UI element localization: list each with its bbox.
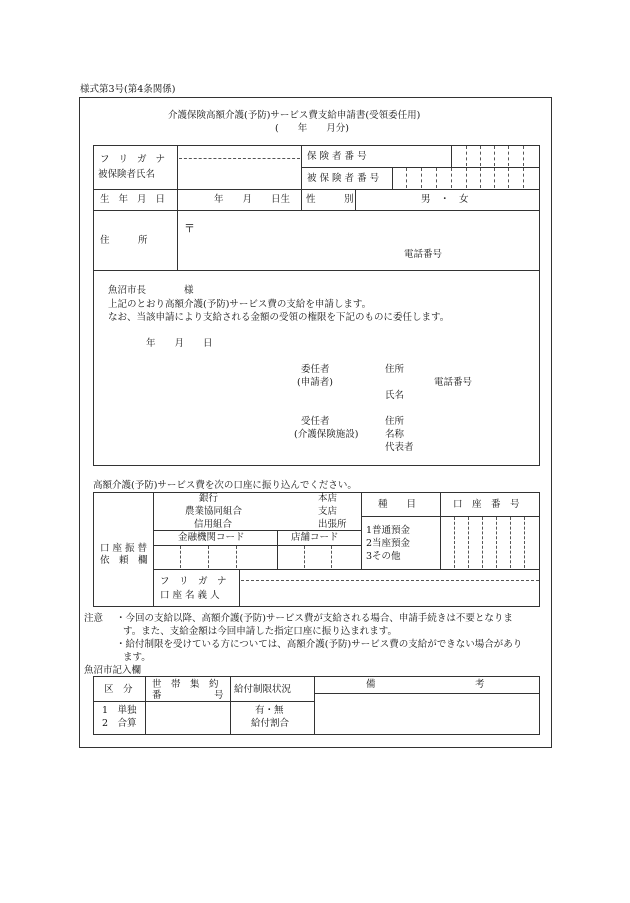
bank-label-2: 依 頼 欄 bbox=[100, 555, 148, 566]
col-remarks-a: 備 bbox=[366, 679, 376, 690]
birth-label: 生 年 月 日 bbox=[100, 194, 169, 205]
sex-value: 男 ・ 女 bbox=[421, 194, 469, 205]
bank-type-1: 銀行 bbox=[199, 493, 219, 504]
delegate-label: 受任者 bbox=[301, 416, 330, 427]
postal-mark: 〒 bbox=[184, 222, 195, 235]
branch-type-2: 支店 bbox=[318, 506, 338, 517]
note-2b: ます。 bbox=[123, 652, 151, 663]
request-line-1: 上記のとおり高額介護(予防)サービス費の支給を申請します。 bbox=[108, 299, 372, 310]
division-2: 2 合算 bbox=[102, 718, 137, 729]
col-household-2b: 号 bbox=[214, 690, 224, 701]
bank-intro: 高額介護(予防)サービス費を次の口座に振り込んでください。 bbox=[93, 480, 357, 491]
col-household-2a: 番 bbox=[152, 690, 162, 701]
sex-label: 性 別 bbox=[306, 194, 354, 205]
bank-type-2: 農業協同組合 bbox=[185, 506, 243, 517]
kind-1: 1普通預金 bbox=[366, 525, 411, 536]
delegator-phone: 電話番号 bbox=[434, 377, 473, 388]
delegate-title: 名称 bbox=[385, 429, 405, 440]
col-remarks-b: 考 bbox=[475, 679, 485, 690]
insurer-number-label: 保 険 者 番 号 bbox=[307, 151, 367, 162]
restriction-2: 給付割合 bbox=[251, 718, 290, 729]
bank-type-3: 信用組合 bbox=[194, 519, 233, 530]
form-title: 介護保険高額介護(予防)サービス費支給申請書(受領委任用) bbox=[168, 110, 421, 121]
note-1: ・今回の支給以降、高額介護(予防)サービス費が支給される場合、申請手続きは不要となりま bbox=[116, 613, 513, 624]
col-household-1: 世 帯 集 約 bbox=[152, 679, 219, 690]
delegate-sub: (介護保険施設) bbox=[294, 429, 359, 440]
note-2: ・給付制限を受けている方については、高額介護(予防)サービス費の支給ができない場合があり bbox=[116, 639, 523, 650]
form-period: ( 年 月分) bbox=[275, 123, 349, 134]
col-restriction: 給付制限状況 bbox=[234, 684, 292, 695]
kind-2: 2当座預金 bbox=[366, 538, 411, 549]
request-date: 年 月 日 bbox=[146, 338, 213, 349]
address-label: 住 所 bbox=[100, 235, 148, 246]
delegate-address: 住所 bbox=[385, 416, 405, 427]
furigana-label: フ リ ガ ナ bbox=[100, 154, 169, 165]
holder-furigana-label: フ リ ガ ナ bbox=[160, 576, 227, 587]
form-number: 様式第3号(第4条関係) bbox=[80, 84, 176, 95]
delegate-representative: 代表者 bbox=[385, 442, 414, 453]
restriction-1: 有・無 bbox=[255, 705, 284, 716]
delegator-name: 氏名 bbox=[385, 390, 405, 401]
account-number-label: 口 座 番 号 bbox=[453, 499, 520, 510]
birth-value: 年 月 日生 bbox=[214, 194, 291, 205]
insured-name-label: 被保険者氏名 bbox=[98, 169, 156, 180]
division-1: 1 単独 bbox=[102, 705, 137, 716]
col-division: 区 分 bbox=[104, 684, 133, 695]
phone-label: 電話番号 bbox=[404, 249, 443, 260]
notes-label: 注意 bbox=[84, 613, 104, 624]
delegator-address: 住所 bbox=[385, 364, 405, 375]
note-1b: す。また、支給金額は今回申請した指定口座に振り込まれます。 bbox=[123, 626, 397, 637]
bank-label-1: 口 座 振 替 bbox=[100, 543, 148, 554]
request-line-2: なお、当該申請により支給される金額の受領の権限を下記のものに委任します。 bbox=[108, 312, 450, 323]
delegator-sub: (申請者) bbox=[297, 377, 333, 388]
bank-code-label: 金融機関コード bbox=[178, 532, 245, 543]
kind-3: 3その他 bbox=[366, 551, 401, 562]
kind-label: 種 目 bbox=[378, 499, 417, 510]
branch-type-1: 本店 bbox=[318, 493, 338, 504]
branch-code-label: 店舗コード bbox=[291, 532, 339, 543]
addressee: 魚沼市長 様 bbox=[108, 285, 194, 296]
insured-number-label: 被 保 険 者 番 号 bbox=[307, 173, 380, 184]
delegator-label: 委任者 bbox=[301, 364, 330, 375]
branch-type-3: 出張所 bbox=[318, 519, 347, 530]
city-section-label: 魚沼市記入欄 bbox=[84, 665, 142, 676]
holder-label: 口 座 名 義 人 bbox=[160, 590, 220, 601]
